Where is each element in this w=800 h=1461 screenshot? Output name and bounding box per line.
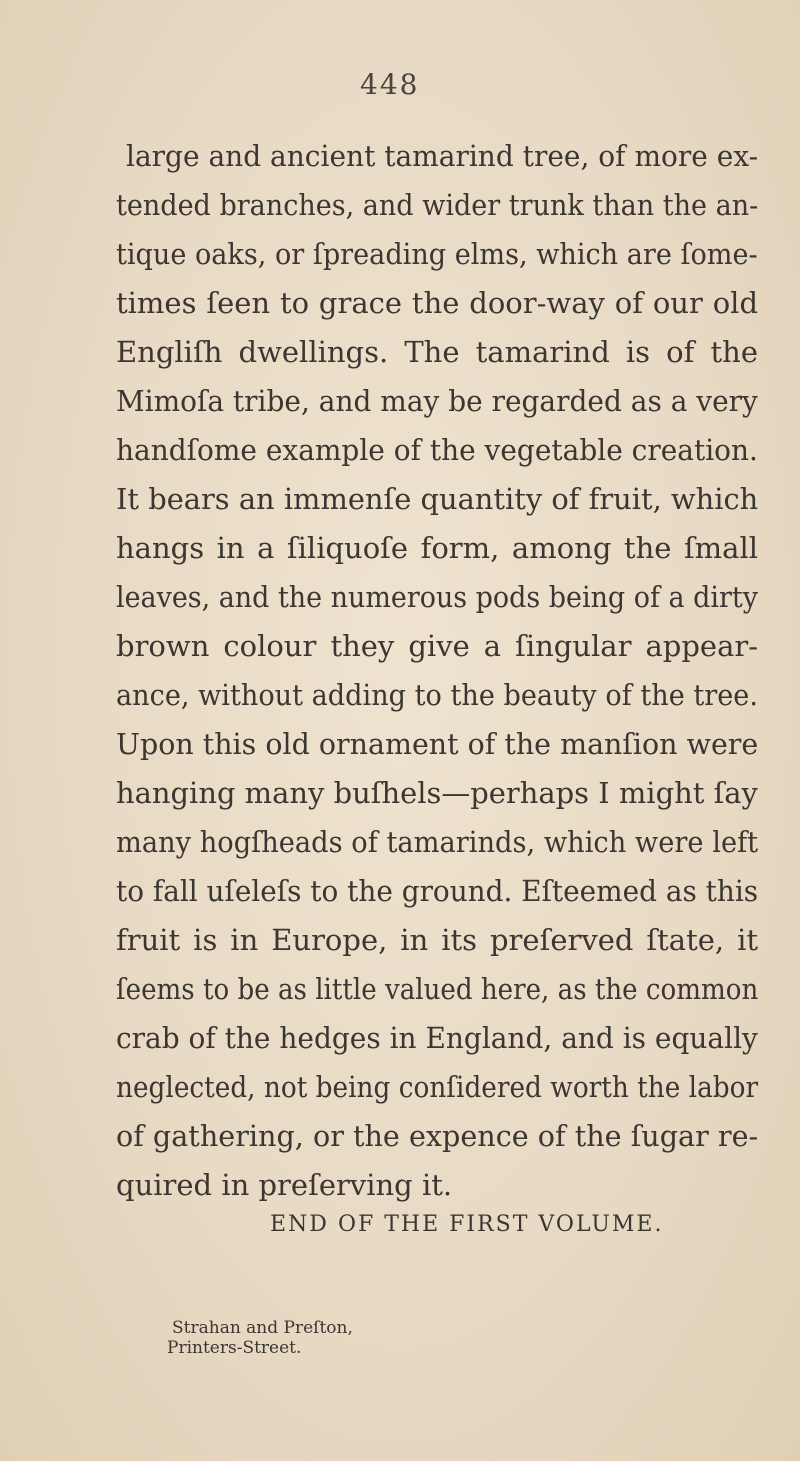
text-line: Mimoſa tribe, and may be regarded as a very [116, 384, 758, 418]
text-line: ſeems to be as little valued here, as the common [116, 972, 759, 1006]
text-line: of gathering, or the expence of the ſugar re- [116, 1119, 759, 1153]
text-line: Upon this old ornament of the manſion were [116, 727, 759, 761]
text-line: crab of the hedges in England, and is equally [116, 1021, 758, 1055]
printer-colophon [167, 1318, 353, 1358]
end-of-volume-notice: END OF THE FIRST VOLUME. [270, 1212, 664, 1237]
text-line: Engliſh dwellings. The tamarind is of the [116, 335, 758, 369]
text-line: tended branches, and wider trunk than the an- [116, 188, 759, 222]
text-line: neglected, not being conſidered worth the labor [116, 1070, 759, 1104]
text-line: times ſeen to grace the door-way of our old [116, 286, 759, 320]
text-line: hangs in a ſiliquoſe form, among the ſmall [116, 531, 759, 565]
page-number: 448 [360, 68, 420, 101]
text-line: handſome example of the vegetable creation. [116, 433, 758, 467]
text-line: It bears an immenſe quantity of fruit, which [116, 482, 759, 516]
text-line: many hogſheads of tamarinds, which were left [116, 825, 759, 859]
colophon-line-printers: Strahan and Preſton, [172, 1318, 353, 1338]
text-line: fruit is in Europe, in its preſerved ſtate, it [116, 923, 759, 957]
text-line: leaves, and the numerous pods being of a dirty [116, 580, 758, 614]
text-line: hanging many buſhels—perhaps I might ſay [116, 776, 758, 810]
text-line: to fall uſeleſs to the ground. Eſteemed as this [116, 874, 759, 908]
text-line: large and ancient tamarind tree, of more ex- [126, 139, 759, 173]
text-line: quired in preſerving it. [116, 1168, 453, 1202]
text-line: tique oaks, or ſpreading elms, which are ſome- [116, 237, 758, 271]
text-line: ance, without adding to the beauty of the tree. [116, 678, 758, 712]
text-line: brown colour they give a ſingular appear- [116, 629, 759, 663]
colophon-line-street: Printers-Street. [167, 1338, 302, 1358]
